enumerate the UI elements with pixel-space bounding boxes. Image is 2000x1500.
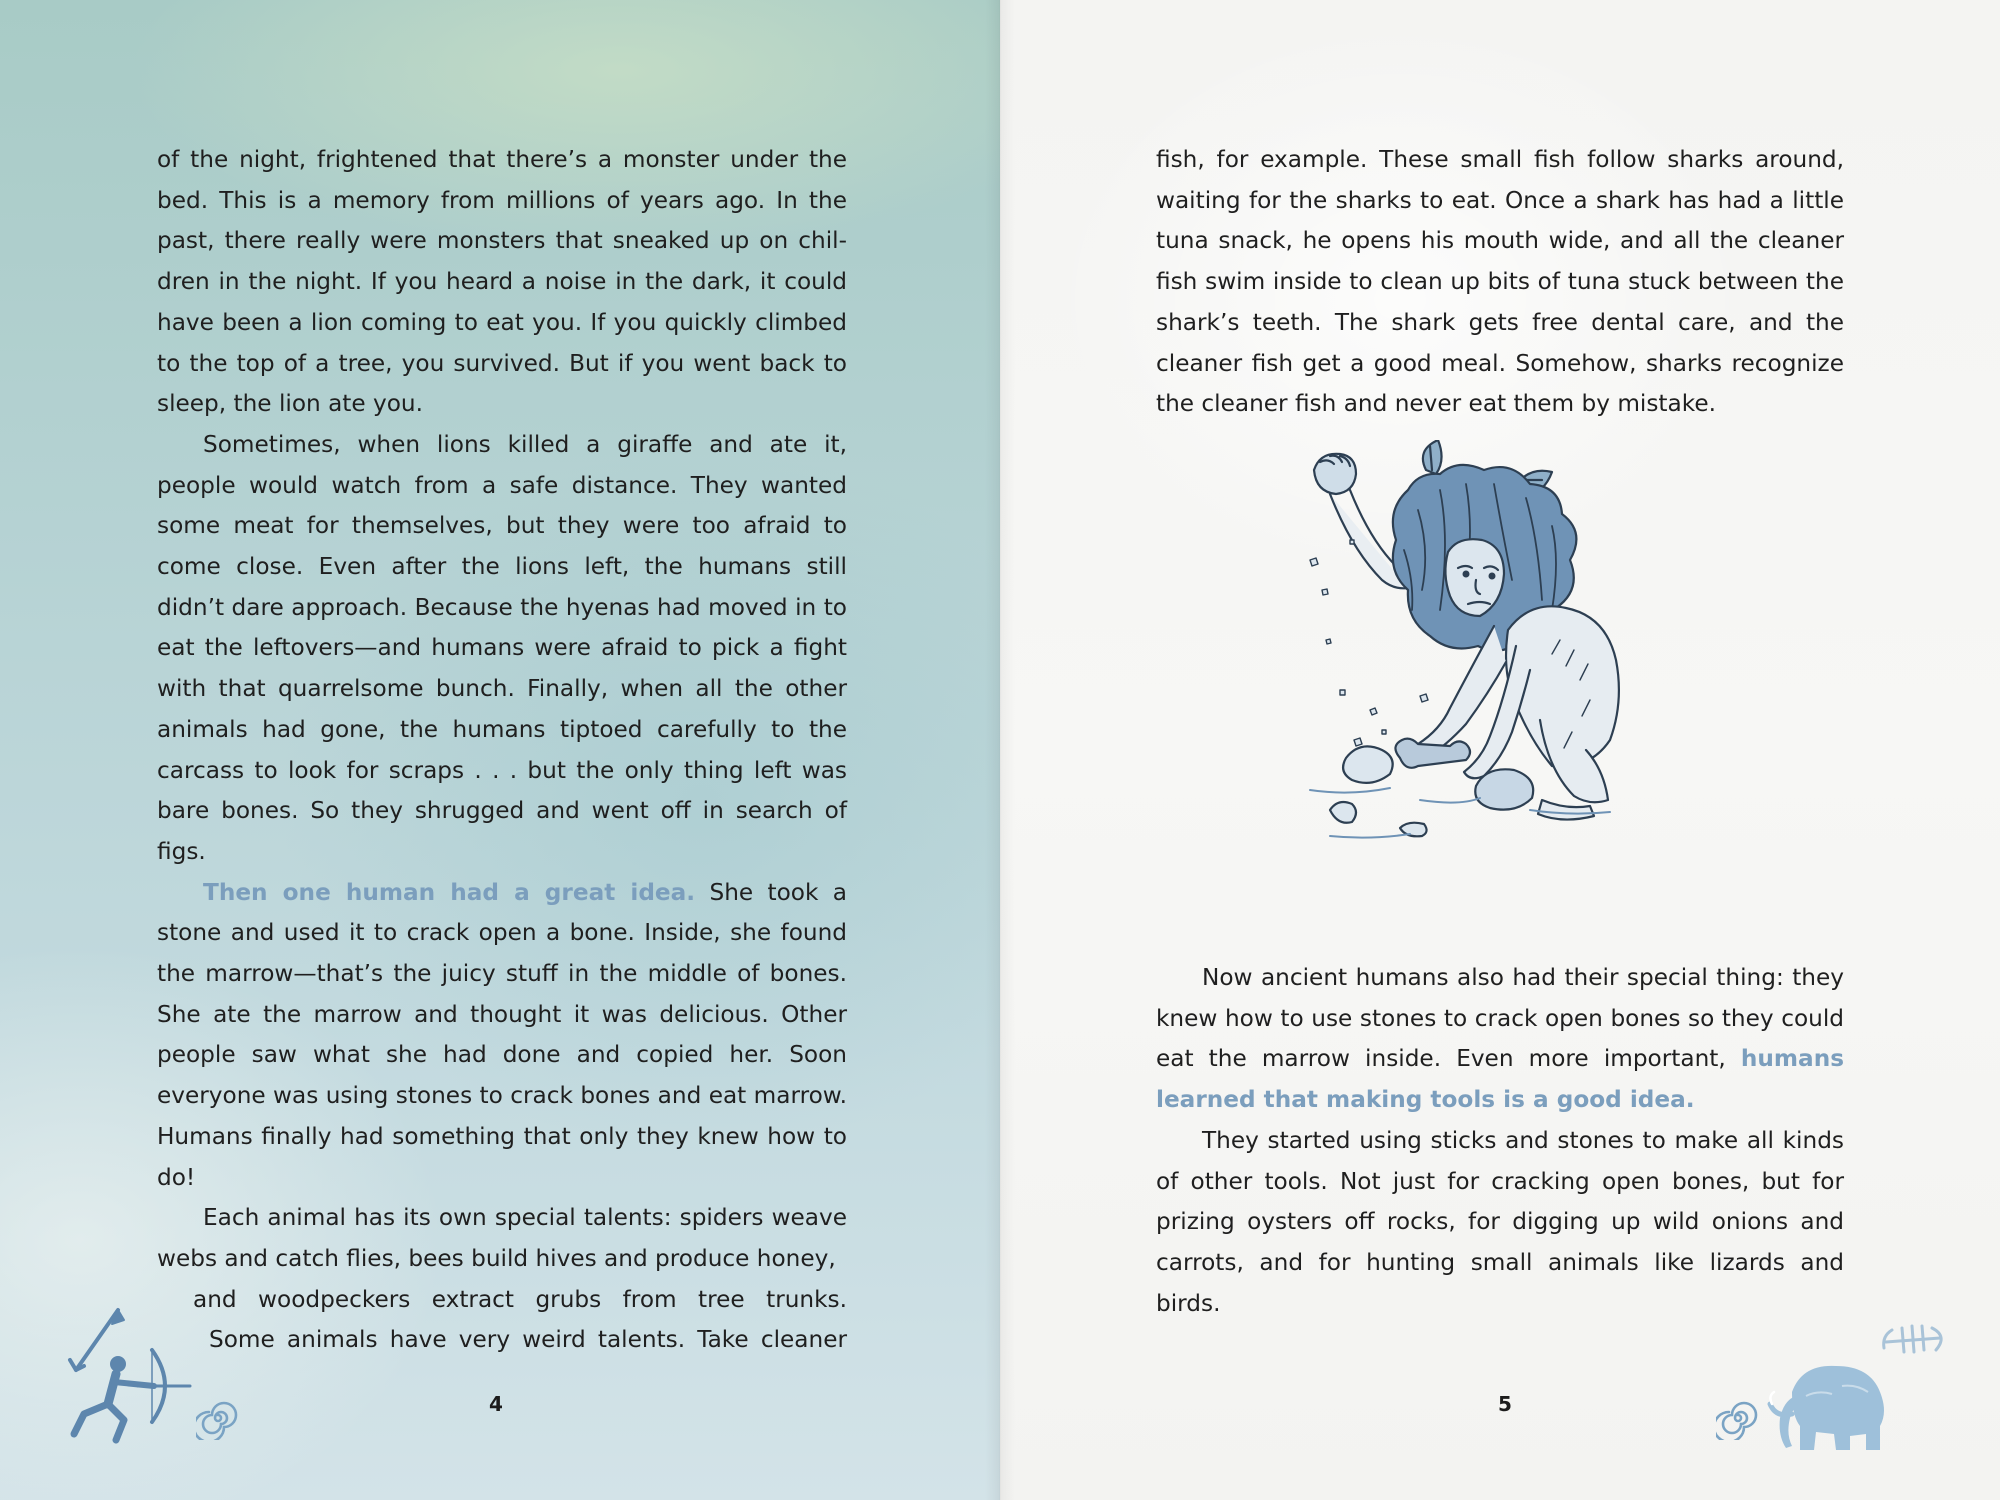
mammoth-icon — [1762, 1356, 1894, 1456]
page-number-right: 5 — [1498, 1392, 1512, 1416]
paragraph-cleaner-fish: fish, for example. These small fish follow sharks around, waiting for the sharks to eat. Once a shark has had a little tuna snack, he opens his mouth wide, and all the cleaner fish swim inside to clean up bits of tuna stuck between the shark’s teeth. The shark gets free dental care, and the cleaner fish get a good meal. Somehow, sharks recognize the cleaner fish and never eat them by mistake. — [1156, 146, 1844, 418]
left-page-text — [157, 140, 847, 1361]
paragraph-woodpeckers: and woodpeckers extract grubs from tree trunks. — [193, 1285, 847, 1313]
right-page-bottom-text — [1156, 958, 1844, 1324]
spiral-icon — [1716, 1396, 1760, 1440]
highlight-great-idea: Then one human had a great idea. — [203, 878, 696, 906]
paragraph-ancient-humans — [1156, 958, 1844, 1121]
paragraph-weird-talents: Some animals have very weird talents. Take cleaner — [209, 1326, 847, 1354]
archer-icon — [60, 1290, 200, 1450]
paragraph-lions: Sometimes, when lions killed a giraffe and ate it, people would watch from a safe distance. They wanted some meat for themselves, but they were too afraid to come close. Even after the lions left, the humans still didn’t dare approach. Because the hyenas had moved in to eat the leftovers—and humans were afraid to pick a fight with that quarrelsome bunch. Finally, when all the other animals had gone, the humans tiptoed carefully to the carcass to look for scraps . . . but the only thing left was bare bones. So they shrugged and went off in search of figs. — [157, 430, 847, 865]
paragraph-ancient-humans-body: Now ancient humans also had their special thing: they knew how to use stones to crack open bones so they could eat the marrow inside. Even more important, — [1156, 964, 1844, 1073]
paragraph-great-idea — [157, 873, 847, 1199]
spiral-icon — [196, 1396, 240, 1440]
paragraph-talents: Each animal has its own special talents: spiders weave webs and catch flies, bees build hives and produce honey, — [157, 1204, 847, 1272]
book-gutter — [985, 0, 1015, 1500]
right-page — [1000, 0, 2000, 1500]
cave-woman-illustration — [1290, 440, 1670, 900]
paragraph-great-idea-body: She took a stone and used it to crack open a bone. Inside, she found the marrow—that’s the juicy stuff in the middle of bones. She ate the marrow and thought it was delicious. Other people saw what she had done and copied her. Soon everyone was using stones to crack bones and eat marrow. Humans finally had something that only they knew how to do! — [157, 878, 847, 1191]
paragraph-sticks-stones: They started using sticks and stones to make all kinds of other tools. Not just for cracking open bones, but for prizing oysters off rocks, for digging up wild onions and carrots, and for hunting small animals like lizards and birds. — [1156, 1126, 1844, 1317]
highlight-making-tools: humans learned that making tools is a good idea. — [1156, 1045, 1845, 1114]
paragraph-monster: of the night, frightened that there’s a monster under the bed. This is a memory from millions of years ago. In the past, there really were monsters that sneaked up on chil-dren in the night. If you heard a noise in the dark, it could have been a lion coming to eat you. If you quickly climbed to the top of a tree, you survived. But if you went back to sleep, the lion ate you. — [157, 146, 847, 418]
page-number-left: 4 — [489, 1392, 503, 1416]
right-page-top-text — [1156, 140, 1844, 425]
